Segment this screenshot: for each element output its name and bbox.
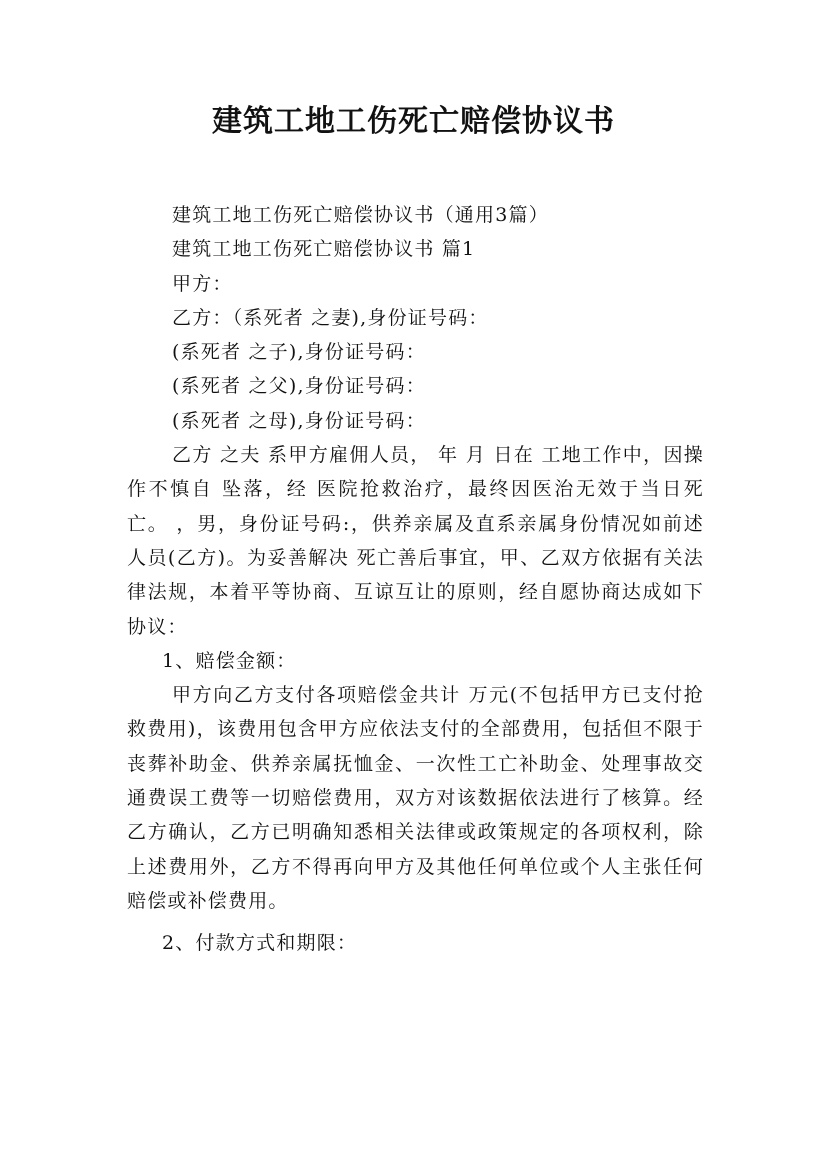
party-mother-line: (系死者 之母),身份证号码： (172, 409, 426, 432)
document-title: 建筑工地工伤死亡赔偿协议书 (212, 104, 615, 139)
section-1-paragraph: 甲方向乙方支付各项赔偿金共计 万元(不包括甲方已支付抢救费用)，该费用包含甲方应依法支付的全部费用，包括但不限于丧葬补助金、供养亲属抚恤金、一次性工亡补助金、处理事故交通费误工费等一切赔偿费用，双方对该数据依法进行了核算。经乙方确认，乙方已明确知悉相关法律或政策规定的各项权利，除上述费用外，乙方不得再向甲方及其他任何单位或个人主张任何赔偿或补偿费用。 (127, 684, 704, 912)
document-subtitle: 建筑工地工伤死亡赔偿协议书（通用3篇） (172, 204, 549, 226)
part-heading: 建筑工地工伤死亡赔偿协议书 篇1 (172, 238, 476, 261)
party-son-line: (系死者 之子),身份证号码： (172, 341, 426, 364)
party-b-line: 乙方：（系死者 之妻),身份证号码： (172, 306, 489, 329)
paragraph-spacer (127, 918, 704, 926)
party-a-line: 甲方： (172, 272, 233, 295)
party-father-line: (系死者 之父),身份证号码： (172, 375, 426, 398)
section-1-heading: 1、赔偿金额： (162, 649, 297, 672)
document-body (127, 198, 704, 961)
intro-paragraph: 乙方 之夫 系甲方雇佣人员， 年 月 日在 工地工作中，因操作不慎自 坠落，经 医院抢救治疗，最终因医治无效于当日死亡。 ，男，身份证号码:，供养亲属及直系亲属身份情况如前述人员(乙方)。为妥善解决 死亡善后事宜，甲、乙双方依据有关法律法规，本着平等协商、互谅互让的原则，经自愿协商达成如下协议： (127, 444, 704, 638)
section-2-heading: 2、付款方式和期限： (162, 932, 358, 955)
